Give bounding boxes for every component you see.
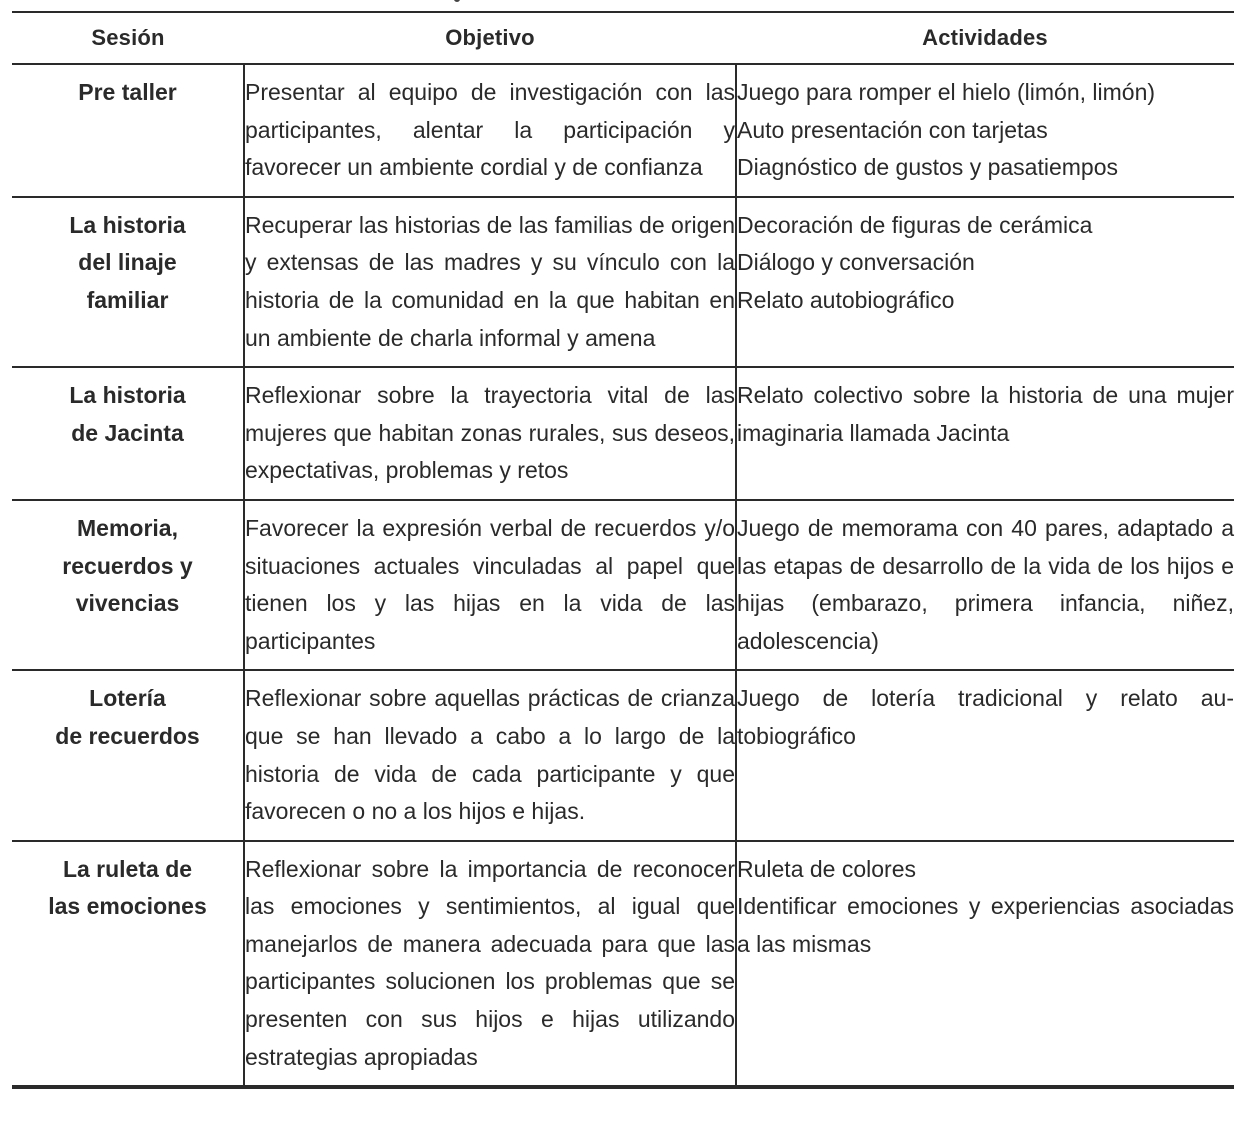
session-name: Lotería de recuerdos (55, 685, 200, 749)
activity-item: Decoración de figuras de cerámica (737, 211, 1093, 238)
activities-cell (736, 500, 1234, 670)
activity-item: Identificar emociones y experiencias asociadas a las mismas (737, 893, 1234, 957)
session-cell (12, 197, 244, 367)
session-name: Pre taller (78, 79, 177, 105)
objective-cell: Presentar al equipo de investigación con las participantes, alentar la participación y favorecer un ambiente cordial y de confianza (244, 64, 736, 197)
objective-cell: Reflexionar sobre aquellas prácticas de crianza que se han llevado a cabo a lo largo de la historia de vida de cada participante y que favorecen o no a los hijos e hijas. (244, 670, 736, 840)
session-name: Memoria, recuerdos y vivencias (62, 514, 193, 617)
table-row (12, 64, 1234, 197)
header-objective: Objetivo (445, 25, 535, 50)
activities-cell (736, 670, 1234, 840)
objective-cell: Reflexionar sobre la importancia de reconocer las emociones y sentimientos, al igual que manejarlos de manera adecuada para que las participantes solucionen los problemas que se presenten con sus hijos e hijas utilizando estrategias apropiadas (244, 841, 736, 1088)
activity-item: Juego de lotería tradicional y relato autobiográfico (737, 685, 1234, 749)
activities-cell (736, 367, 1234, 500)
header-activities: Actividades (922, 25, 1048, 50)
sessions-table (12, 11, 1234, 1089)
table-row (12, 197, 1234, 367)
objective-cell: Recuperar las historias de las familias de origen y extensas de las madres y su vínculo con la historia de la comunidad en la que habitan en un ambiente de charla informal y amena (244, 197, 736, 367)
activity-item: Diagnóstico de gustos y pasatiempos (737, 154, 1118, 181)
cropped-caption-fragment (242, 0, 482, 6)
activity-item: Juego de memorama con 40 pares, adaptado a las etapas de desarrollo de la vida de los hijos e hijas (embarazo, primera infancia, niñez, adolescencia) (737, 514, 1234, 654)
activity-item: Auto presentación con tarjetas (737, 116, 1048, 143)
session-name: La historia del linaje familiar (69, 211, 186, 313)
table-row (12, 670, 1234, 840)
session-cell (12, 500, 244, 670)
activity-item: Relato autobiográfico (737, 286, 955, 313)
document-page (12, 0, 1234, 1140)
activities-cell (736, 64, 1234, 197)
activities-cell (736, 841, 1234, 1088)
table-row (12, 500, 1234, 670)
activity-item: Diálogo y conversación (737, 249, 975, 276)
table-header (12, 12, 1234, 64)
session-cell (12, 841, 244, 1088)
table-row (12, 841, 1234, 1088)
header-row (12, 12, 1234, 64)
session-cell (12, 64, 244, 197)
session-name: La historia de Jacinta (69, 382, 186, 446)
activities-cell (736, 197, 1234, 367)
session-cell (12, 367, 244, 500)
activity-item: Juego para romper el hielo (limón, limón) (737, 79, 1156, 105)
objective-cell: Reflexionar sobre la trayectoria vital de las mujeres que habitan zonas rurales, sus deseos, expectativas, problemas y retos (244, 367, 736, 500)
table-row (12, 367, 1234, 500)
table-body (12, 64, 1234, 1087)
activity-item: Relato colectivo sobre la historia de una mujer imaginaria llamada Jacinta (737, 382, 1234, 446)
session-cell (12, 670, 244, 840)
activity-item: Ruleta de colores (737, 855, 916, 882)
header-session: Sesión (91, 25, 165, 50)
session-name: La ruleta de las emociones (48, 855, 207, 920)
objective-cell: Favorecer la expresión verbal de recuerdos y/o situaciones actuales vinculadas al papel que tienen los y las hijas en la vida de las participantes (244, 500, 736, 670)
